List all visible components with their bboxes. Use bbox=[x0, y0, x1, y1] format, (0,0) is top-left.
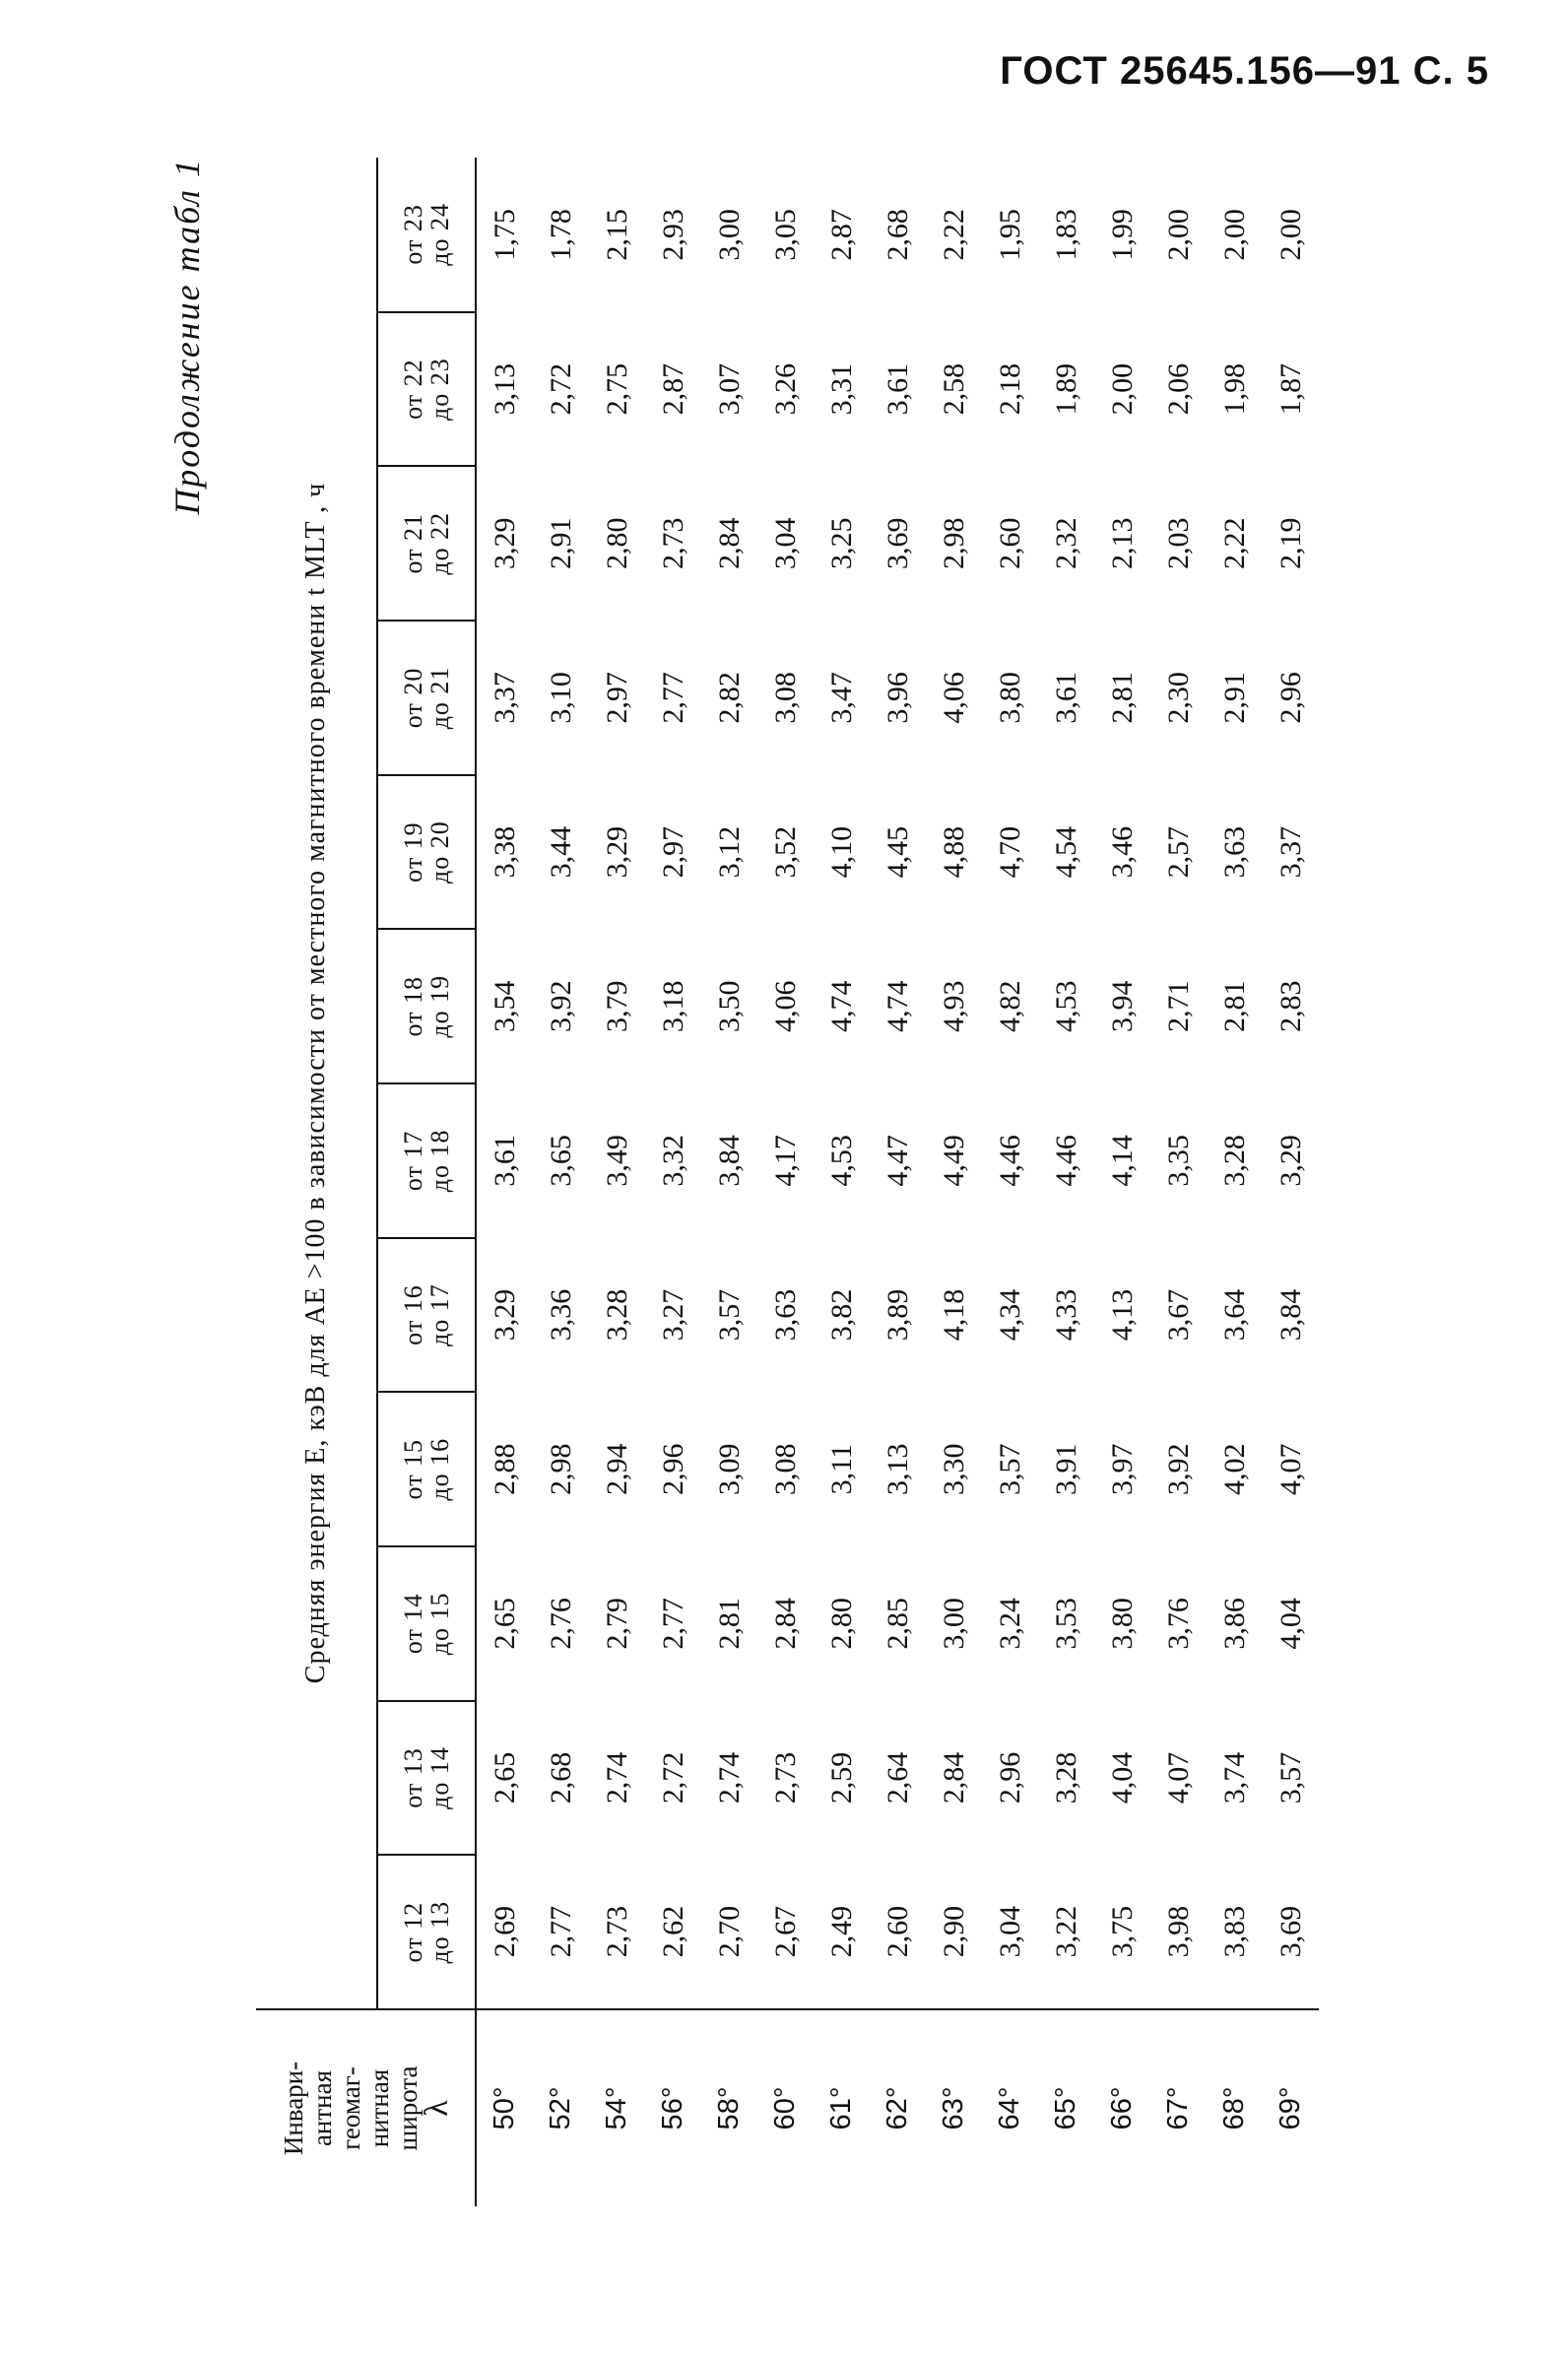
energy-value-cell: 3,37 bbox=[1274, 825, 1307, 879]
latitude-symbol: λ bbox=[419, 2100, 455, 2117]
energy-value-cell: 3,29 bbox=[476, 466, 533, 621]
energy-value-cell: 2,22 bbox=[1217, 517, 1251, 570]
energy-value-cell: 3,49 bbox=[600, 1135, 633, 1187]
energy-value-cell: 3,54 bbox=[476, 929, 533, 1083]
energy-value-cell: 2,64 bbox=[881, 1751, 914, 1804]
time-column-header-line: от 14 bbox=[399, 1593, 427, 1655]
table-row bbox=[476, 158, 533, 2206]
energy-value-cell: 3,65 bbox=[544, 1135, 577, 1187]
energy-value-cell: 3,00 bbox=[937, 1598, 970, 1650]
energy-value-cell: 2,82 bbox=[712, 672, 746, 724]
energy-value-cell: 3,29 bbox=[476, 1238, 533, 1393]
energy-value-cell: 2,30 bbox=[1161, 672, 1195, 724]
energy-value-cell: 4,46 bbox=[1049, 1135, 1082, 1187]
energy-value-cell: 2,80 bbox=[824, 1598, 858, 1650]
energy-value-cell: 3,25 bbox=[824, 517, 858, 570]
table-row bbox=[1094, 158, 1150, 2206]
energy-value-cell: 4,07 bbox=[1161, 1751, 1195, 1804]
energy-value-cell: 1,99 bbox=[1105, 209, 1139, 261]
energy-value-cell: 4,70 bbox=[993, 825, 1026, 879]
energy-value-cell: 3,37 bbox=[476, 621, 533, 775]
time-column-header bbox=[377, 1238, 476, 1393]
latitude-header-line: Инвари- bbox=[279, 2061, 308, 2156]
energy-value-cell: 2,67 bbox=[768, 1905, 802, 1958]
energy-value-cell: 3,00 bbox=[712, 209, 746, 261]
energy-value-cell: 3,79 bbox=[600, 980, 633, 1032]
energy-value-cell: 2,88 bbox=[476, 1392, 533, 1546]
energy-value-cell: 2,72 bbox=[656, 1751, 689, 1804]
energy-value-cell: 2,18 bbox=[993, 362, 1026, 416]
energy-value-cell: 2,00 bbox=[1161, 209, 1195, 261]
time-column-header bbox=[377, 1855, 476, 2009]
energy-value-cell: 4,49 bbox=[937, 1135, 970, 1187]
energy-value-cell: 4,04 bbox=[1274, 1598, 1307, 1650]
energy-value-cell: 2,00 bbox=[1274, 209, 1307, 261]
latitude-cell: 65° bbox=[1038, 2009, 1094, 2206]
latitude-cell: 62° bbox=[870, 2009, 926, 2206]
time-column-header-line: до 23 bbox=[425, 358, 454, 421]
energy-value-cell: 3,61 bbox=[476, 1083, 533, 1238]
table-row bbox=[533, 158, 589, 2206]
energy-group-header: Средняя энергия E, кэВ для AE >100 в зависимости от местного магнитного времени t MLT , ч bbox=[256, 158, 377, 2009]
table-row bbox=[589, 158, 645, 2206]
energy-value-cell: 3,04 bbox=[993, 1905, 1026, 1958]
energy-value-cell: 4,88 bbox=[937, 825, 970, 879]
latitude-cell: 50° bbox=[476, 2009, 533, 2206]
document-header: ГОСТ 25645.156—91 С. 5 bbox=[1000, 49, 1489, 93]
energy-value-cell: 2,73 bbox=[600, 1905, 633, 1958]
time-column-header bbox=[377, 621, 476, 775]
time-column-header-line: до 22 bbox=[425, 511, 454, 575]
table-row bbox=[645, 158, 701, 2206]
energy-value-cell: 1,98 bbox=[1217, 362, 1251, 416]
energy-value-cell: 3,97 bbox=[1105, 1443, 1139, 1495]
energy-value-cell: 3,91 bbox=[1049, 1443, 1082, 1495]
energy-value-cell: 4,74 bbox=[881, 980, 914, 1032]
energy-value-cell: 2,85 bbox=[881, 1598, 914, 1650]
latitude-cell: 66° bbox=[1094, 2009, 1150, 2206]
energy-value-cell: 2,74 bbox=[712, 1751, 746, 1804]
energy-value-cell: 4,07 bbox=[1274, 1443, 1307, 1495]
energy-value-cell: 3,96 bbox=[881, 672, 914, 724]
time-column-header-line: от 12 bbox=[399, 1901, 427, 1963]
energy-value-cell: 2,06 bbox=[1161, 362, 1195, 416]
energy-value-cell: 2,77 bbox=[544, 1905, 577, 1958]
energy-value-cell: 2,32 bbox=[1049, 517, 1082, 570]
energy-value-cell: 2,03 bbox=[1161, 517, 1195, 570]
energy-value-cell: 3,94 bbox=[1105, 980, 1139, 1032]
energy-value-cell: 2,93 bbox=[656, 209, 689, 261]
time-column-header-line: до 16 bbox=[425, 1437, 454, 1501]
energy-value-cell: 3,80 bbox=[993, 672, 1026, 724]
energy-value-cell: 2,96 bbox=[656, 1443, 689, 1495]
energy-value-cell: 3,92 bbox=[1161, 1443, 1195, 1495]
time-column-header bbox=[377, 1392, 476, 1546]
energy-value-cell: 4,82 bbox=[993, 980, 1026, 1032]
energy-value-cell: 2,19 bbox=[1274, 517, 1307, 570]
energy-value-cell: 3,26 bbox=[768, 362, 802, 416]
energy-value-cell: 3,36 bbox=[544, 1288, 577, 1342]
energy-value-cell: 2,98 bbox=[937, 517, 970, 570]
time-column-header bbox=[377, 1701, 476, 1856]
energy-value-cell: 2,65 bbox=[476, 1701, 533, 1856]
energy-value-cell: 2,75 bbox=[600, 362, 633, 416]
energy-value-cell: 4,74 bbox=[824, 980, 858, 1032]
table-row bbox=[757, 158, 814, 2206]
table-row bbox=[926, 158, 982, 2206]
energy-value-cell: 3,50 bbox=[712, 980, 746, 1032]
energy-value-cell: 3,63 bbox=[1217, 825, 1251, 879]
time-column-header-line: до 19 bbox=[425, 974, 454, 1038]
table-row bbox=[1207, 158, 1263, 2206]
energy-value-cell: 2,98 bbox=[544, 1443, 577, 1495]
time-column-header-line: от 15 bbox=[399, 1438, 427, 1500]
energy-value-cell: 4,13 bbox=[1105, 1288, 1139, 1342]
latitude-cell: 69° bbox=[1263, 2009, 1319, 2206]
time-column-header-line: от 19 bbox=[399, 821, 427, 883]
energy-value-cell: 3,53 bbox=[1049, 1598, 1082, 1650]
latitude-header-line: геомаг- bbox=[336, 2066, 365, 2150]
energy-value-cell: 2,96 bbox=[993, 1751, 1026, 1804]
latitude-cell: 63° bbox=[926, 2009, 982, 2206]
time-column-header-line: до 14 bbox=[425, 1746, 454, 1809]
energy-value-cell: 2,84 bbox=[768, 1598, 802, 1650]
energy-value-cell: 2,74 bbox=[600, 1751, 633, 1804]
energy-value-cell: 2,90 bbox=[937, 1905, 970, 1958]
energy-value-cell: 2,70 bbox=[712, 1905, 746, 1958]
latitude-cell: 61° bbox=[814, 2009, 870, 2206]
energy-value-cell: 2,91 bbox=[1217, 672, 1251, 724]
energy-value-cell: 3,10 bbox=[544, 672, 577, 724]
time-column-header bbox=[377, 158, 476, 312]
time-column-header-line: от 22 bbox=[399, 359, 427, 420]
energy-value-cell: 3,38 bbox=[476, 775, 533, 930]
energy-value-cell: 3,89 bbox=[881, 1288, 914, 1342]
energy-value-cell: 2,97 bbox=[656, 825, 689, 879]
latitude-header-line: антная bbox=[307, 2069, 337, 2147]
energy-value-cell: 2,83 bbox=[1274, 980, 1307, 1032]
energy-value-cell: 3,83 bbox=[1217, 1905, 1251, 1958]
energy-value-cell: 4,47 bbox=[881, 1135, 914, 1187]
energy-value-cell: 2,60 bbox=[993, 517, 1026, 570]
energy-value-cell: 2,15 bbox=[600, 209, 633, 261]
latitude-cell: 54° bbox=[589, 2009, 645, 2206]
energy-value-cell: 4,53 bbox=[824, 1135, 858, 1187]
energy-value-cell: 1,87 bbox=[1274, 362, 1307, 416]
energy-value-cell: 2,91 bbox=[544, 517, 577, 570]
energy-value-cell: 1,75 bbox=[476, 158, 533, 312]
energy-value-cell: 2,57 bbox=[1161, 825, 1195, 879]
energy-value-cell: 3,52 bbox=[768, 825, 802, 879]
energy-value-cell: 4,45 bbox=[881, 825, 914, 879]
latitude-cell: 60° bbox=[757, 2009, 814, 2206]
energy-value-cell: 2,81 bbox=[712, 1598, 746, 1650]
energy-value-cell: 3,24 bbox=[993, 1598, 1026, 1650]
energy-value-cell: 2,87 bbox=[824, 209, 858, 261]
time-column-header-line: от 16 bbox=[399, 1284, 427, 1345]
time-column-header-line: до 18 bbox=[425, 1129, 454, 1193]
table-row bbox=[1150, 158, 1207, 2206]
energy-value-cell: 3,46 bbox=[1105, 825, 1139, 879]
time-column-header-line: до 20 bbox=[425, 820, 454, 884]
energy-value-cell: 2,13 bbox=[1105, 517, 1139, 570]
energy-value-cell: 1,83 bbox=[1049, 209, 1082, 261]
energy-value-cell: 3,08 bbox=[768, 1443, 802, 1495]
energy-value-cell: 3,67 bbox=[1161, 1288, 1195, 1342]
time-column-header bbox=[377, 775, 476, 930]
energy-value-cell: 3,18 bbox=[656, 980, 689, 1032]
energy-value-cell: 3,13 bbox=[476, 312, 533, 467]
energy-value-cell: 2,84 bbox=[937, 1751, 970, 1804]
energy-value-cell: 2,65 bbox=[476, 1546, 533, 1701]
table-row bbox=[1263, 158, 1319, 2206]
time-column-header-line: до 17 bbox=[425, 1283, 454, 1346]
time-column-header-line: до 13 bbox=[425, 1900, 454, 1964]
energy-value-cell: 3,30 bbox=[937, 1443, 970, 1495]
energy-value-cell: 2,81 bbox=[1217, 980, 1251, 1032]
energy-value-cell: 1,89 bbox=[1049, 362, 1082, 416]
energy-value-cell: 3,08 bbox=[768, 672, 802, 724]
energy-value-cell: 2,62 bbox=[656, 1905, 689, 1958]
energy-value-cell: 4,10 bbox=[824, 825, 858, 879]
time-column-header-line: от 17 bbox=[399, 1130, 427, 1192]
energy-value-cell: 3,84 bbox=[712, 1135, 746, 1187]
energy-value-cell: 4,34 bbox=[993, 1288, 1026, 1342]
energy-value-cell: 1,78 bbox=[544, 209, 577, 261]
energy-table bbox=[256, 158, 1319, 2206]
energy-value-cell: 3,98 bbox=[1161, 1905, 1195, 1958]
energy-value-cell: 2,76 bbox=[544, 1598, 577, 1650]
energy-value-cell: 4,46 bbox=[993, 1135, 1026, 1187]
time-column-header-line: до 21 bbox=[425, 666, 454, 730]
energy-value-cell: 3,32 bbox=[656, 1135, 689, 1187]
time-column-header-line: до 15 bbox=[425, 1592, 454, 1656]
energy-value-cell: 3,75 bbox=[1105, 1905, 1139, 1958]
table-row bbox=[701, 158, 757, 2206]
energy-value-cell: 2,59 bbox=[824, 1751, 858, 1804]
energy-value-cell: 3,82 bbox=[824, 1288, 858, 1342]
energy-value-cell: 3,76 bbox=[1161, 1598, 1195, 1650]
energy-value-cell: 2,94 bbox=[600, 1443, 633, 1495]
energy-value-cell: 4,33 bbox=[1049, 1288, 1082, 1342]
energy-value-cell: 3,12 bbox=[712, 825, 746, 879]
energy-value-cell: 3,57 bbox=[993, 1443, 1026, 1495]
energy-value-cell: 3,80 bbox=[1105, 1598, 1139, 1650]
time-column-header bbox=[377, 929, 476, 1083]
latitude-cell: 64° bbox=[982, 2009, 1038, 2206]
energy-value-cell: 2,97 bbox=[600, 672, 633, 724]
energy-value-cell: 3,74 bbox=[1217, 1751, 1251, 1804]
energy-value-cell: 4,53 bbox=[1049, 980, 1082, 1032]
energy-value-cell: 3,09 bbox=[712, 1443, 746, 1495]
energy-value-cell: 4,06 bbox=[937, 672, 970, 724]
latitude-header-line: нитная bbox=[364, 2068, 394, 2148]
energy-value-cell: 2,60 bbox=[881, 1905, 914, 1958]
energy-value-cell: 2,58 bbox=[937, 362, 970, 416]
energy-value-cell: 4,02 bbox=[1217, 1443, 1251, 1495]
energy-value-cell: 2,68 bbox=[881, 209, 914, 261]
energy-value-cell: 2,69 bbox=[476, 1855, 533, 2009]
energy-value-cell: 2,77 bbox=[656, 1598, 689, 1650]
energy-value-cell: 2,84 bbox=[712, 517, 746, 570]
energy-value-cell: 2,00 bbox=[1217, 209, 1251, 261]
latitude-cell: 58° bbox=[701, 2009, 757, 2206]
latitude-header bbox=[256, 2009, 476, 2206]
energy-value-cell: 1,95 bbox=[993, 209, 1026, 261]
time-column-header bbox=[377, 1083, 476, 1238]
energy-value-cell: 4,18 bbox=[937, 1288, 970, 1342]
time-column-header bbox=[377, 1546, 476, 1701]
energy-value-cell: 4,06 bbox=[768, 980, 802, 1032]
energy-value-cell: 3,27 bbox=[656, 1288, 689, 1342]
energy-value-cell: 2,49 bbox=[824, 1905, 858, 1958]
energy-value-cell: 3,13 bbox=[881, 1443, 914, 1495]
energy-value-cell: 3,57 bbox=[712, 1288, 746, 1342]
time-column-header bbox=[377, 312, 476, 467]
energy-value-cell: 2,73 bbox=[656, 517, 689, 570]
energy-value-cell: 3,64 bbox=[1217, 1288, 1251, 1342]
time-column-header-line: от 23 bbox=[399, 204, 427, 265]
latitude-cell: 68° bbox=[1207, 2009, 1263, 2206]
energy-value-cell: 3,28 bbox=[600, 1288, 633, 1342]
energy-value-cell: 2,73 bbox=[768, 1751, 802, 1804]
energy-value-cell: 2,80 bbox=[600, 517, 633, 570]
time-column-header-line: от 18 bbox=[399, 975, 427, 1037]
energy-value-cell: 3,29 bbox=[1274, 1135, 1307, 1187]
energy-value-cell: 3,57 bbox=[1274, 1751, 1307, 1804]
energy-value-cell: 3,28 bbox=[1049, 1751, 1082, 1804]
energy-value-cell: 3,35 bbox=[1161, 1135, 1195, 1187]
time-column-header-line: до 24 bbox=[425, 203, 454, 266]
energy-value-cell: 2,87 bbox=[656, 362, 689, 416]
energy-value-cell: 3,61 bbox=[881, 362, 914, 416]
energy-value-cell: 2,79 bbox=[600, 1598, 633, 1650]
energy-value-cell: 2,22 bbox=[937, 209, 970, 261]
energy-value-cell: 3,31 bbox=[824, 362, 858, 416]
energy-value-cell: 4,04 bbox=[1105, 1751, 1139, 1804]
energy-value-cell: 3,47 bbox=[824, 672, 858, 724]
energy-value-cell: 3,05 bbox=[768, 209, 802, 261]
energy-value-cell: 4,17 bbox=[768, 1135, 802, 1187]
energy-value-cell: 2,72 bbox=[544, 362, 577, 416]
energy-value-cell: 2,71 bbox=[1161, 980, 1195, 1032]
energy-value-cell: 2,77 bbox=[656, 672, 689, 724]
energy-value-cell: 3,44 bbox=[544, 825, 577, 879]
time-column-header-line: от 13 bbox=[399, 1747, 427, 1808]
energy-value-cell: 3,11 bbox=[824, 1444, 858, 1495]
energy-value-cell: 3,92 bbox=[544, 980, 577, 1032]
time-column-header-line: от 21 bbox=[399, 513, 427, 574]
energy-value-cell: 3,61 bbox=[1049, 672, 1082, 724]
time-column-header-line: от 20 bbox=[399, 667, 427, 729]
energy-value-cell: 4,93 bbox=[937, 980, 970, 1032]
energy-value-cell: 2,00 bbox=[1105, 362, 1139, 416]
energy-value-cell: 3,28 bbox=[1217, 1135, 1251, 1187]
energy-value-cell: 3,22 bbox=[1049, 1905, 1082, 1958]
energy-value-cell: 3,63 bbox=[768, 1288, 802, 1342]
latitude-cell: 52° bbox=[533, 2009, 589, 2206]
energy-value-cell: 3,84 bbox=[1274, 1288, 1307, 1342]
energy-value-cell: 3,69 bbox=[1274, 1905, 1307, 1958]
energy-value-cell: 3,86 bbox=[1217, 1598, 1251, 1650]
latitude-cell: 56° bbox=[645, 2009, 701, 2206]
energy-value-cell: 3,69 bbox=[881, 517, 914, 570]
table-row bbox=[814, 158, 870, 2206]
energy-value-cell: 4,14 bbox=[1105, 1135, 1139, 1187]
table-continuation-label: Продолжение табл 1 bbox=[167, 158, 207, 515]
latitude-cell: 67° bbox=[1150, 2009, 1207, 2206]
energy-value-cell: 2,68 bbox=[544, 1751, 577, 1804]
table-row bbox=[870, 158, 926, 2206]
table-row bbox=[1038, 158, 1094, 2206]
energy-value-cell: 3,07 bbox=[712, 362, 746, 416]
energy-value-cell: 2,81 bbox=[1105, 672, 1139, 724]
latitude-header-line: широта bbox=[393, 2065, 423, 2151]
energy-value-cell: 2,96 bbox=[1274, 672, 1307, 724]
energy-value-cell: 3,29 bbox=[600, 825, 633, 879]
energy-value-cell: 4,54 bbox=[1049, 825, 1082, 879]
time-column-header bbox=[377, 466, 476, 621]
table-row bbox=[982, 158, 1038, 2206]
rotated-table-block bbox=[158, 158, 1438, 2206]
energy-value-cell: 3,04 bbox=[768, 517, 802, 570]
